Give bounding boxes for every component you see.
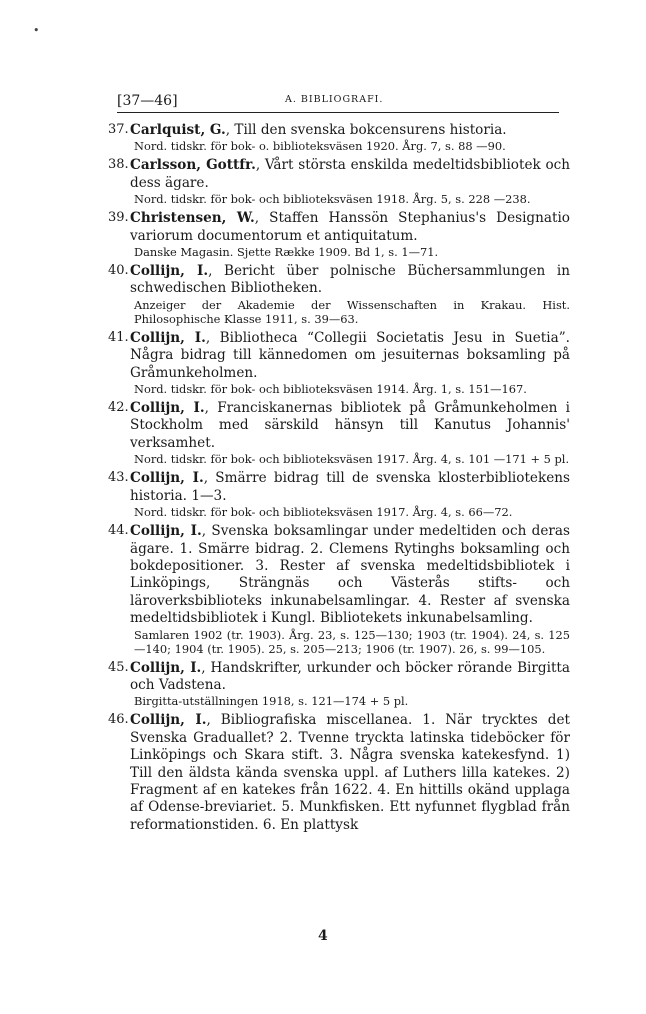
entry-author: Collijn, I. bbox=[130, 659, 202, 676]
entry-author: Carlsson, Gottfr. bbox=[130, 157, 256, 174]
entry-title-text: , Handskrifter, urkunder och böcker rörande Birgitta och Vadstena. bbox=[130, 659, 570, 693]
entry-number: 41. bbox=[108, 329, 129, 345]
bibliography-entry bbox=[108, 330, 570, 396]
entry-source: Birgitta-utställningen 1918, s. 121—174 + 5 pl. bbox=[134, 694, 409, 709]
entry-title bbox=[130, 330, 570, 382]
bibliography-entry bbox=[108, 157, 570, 206]
entry-title bbox=[130, 263, 570, 298]
entry-source: Nord. tidskr. för bok- och biblioteksväsen 1918. Årg. 5, s. 228 —238. bbox=[134, 192, 531, 207]
entry-title bbox=[130, 712, 570, 834]
entry-number: 39. bbox=[108, 210, 129, 226]
page-number: 4 bbox=[318, 928, 328, 944]
entry-source: Anzeiger der Akademie der Wissenschaften in Krakau. Hist. Philosophische Klasse 1911, s. 39—63. bbox=[134, 297, 570, 326]
entry-number: 37. bbox=[108, 122, 129, 137]
entry-author: Collijn, I. bbox=[130, 400, 205, 417]
bibliography-entry bbox=[108, 122, 570, 153]
entry-author: Collijn, I. bbox=[130, 712, 207, 729]
bibliography-entry bbox=[108, 470, 570, 519]
entry-source: Nord. tidskr. för bok- och biblioteksväsen 1914. Årg. 1, s. 151—167. bbox=[134, 382, 527, 397]
entry-number: 45. bbox=[108, 659, 129, 675]
bibliography-entry bbox=[108, 660, 570, 709]
entry-title bbox=[130, 210, 570, 245]
entry-source: Danske Magasin. Sjette Række 1909. Bd 1, s. 1—71. bbox=[134, 245, 439, 260]
bibliography-entry bbox=[108, 712, 570, 834]
bibliography-entry bbox=[108, 263, 570, 326]
entry-number: 46. bbox=[108, 712, 129, 728]
entry-author: Collijn, I. bbox=[130, 523, 202, 540]
entry-title-text: , Bericht über polnische Büchersammlungen in schwedischen Bibliotheken. bbox=[130, 263, 570, 297]
entry-title-text: , Smärre bidrag till de svenska klosterbibliotekens historia. 1—3. bbox=[130, 470, 570, 504]
entry-number: 38. bbox=[108, 157, 129, 173]
bibliography-entry bbox=[108, 523, 570, 655]
entry-source: Samlaren 1902 (tr. 1903). Årg. 23, s. 125—130; 1903 (tr. 1904). 24, s. 125—140; 1904 (tr. 1905). 25, s. 205—213; 1906 (tr. 1907). 26, s. 99—105. bbox=[134, 627, 570, 656]
entry-author: Collijn, I. bbox=[130, 329, 206, 346]
entry-number: 40. bbox=[108, 263, 129, 279]
entry-title-text: , Till den svenska bokcensurens historia. bbox=[225, 122, 507, 138]
entry-title bbox=[130, 157, 570, 192]
entry-author: Christensen, W. bbox=[130, 210, 255, 227]
entry-title bbox=[130, 400, 570, 452]
entry-source: Nord. tidskr. för bok- och biblioteksväsen 1917. Årg. 4, s. 101 —171 + 5 pl. bbox=[134, 452, 570, 467]
entry-title bbox=[130, 660, 570, 695]
entry-author: Collijn, I. bbox=[130, 470, 204, 487]
entry-title-text: , Vårt största enskilda medeltidsbibliotek och dess ägare. bbox=[130, 157, 571, 191]
entry-title-text: , Bibliotheca “Collegii Societatis Jesu in Suetia”. Några bidrag till kännedomen om jesuiternas boksamling på Gråmunkeholmen. bbox=[130, 329, 570, 381]
bibliography-entry bbox=[108, 210, 570, 259]
entry-title bbox=[130, 470, 570, 505]
entry-source: Nord. tidskr. för bok- och biblioteksväsen 1917. Årg. 4, s. 66—72. bbox=[134, 505, 513, 520]
margin-mark: • bbox=[33, 24, 40, 37]
running-header bbox=[117, 93, 559, 113]
entry-title bbox=[130, 523, 570, 627]
bibliography-list bbox=[108, 122, 570, 838]
entry-author: Collijn, I. bbox=[130, 263, 209, 280]
entry-author: Carlquist, G. bbox=[130, 122, 226, 138]
entry-title bbox=[130, 122, 570, 139]
entry-title-text: , Bibliografiska miscellanea. 1. När trycktes det Svenska Graduallet? 2. Tvenne tryckta latinska tideböcker för Linköpings och Skara stift. 3. Några svenska katekesfynd. 1) Till den äldsta kända svenska uppl. af Luthers lilla katekes. 2) Fragment af en katekes från 1622. 4. En hittills okänd upplaga af Odense-breviariet. 5. Munkfisken. Ett nyfunnet flygblad från reformationstiden. 6. En plattysk bbox=[130, 712, 570, 833]
bibliography-entry bbox=[108, 400, 570, 466]
entry-title-text: , Svenska boksamlingar under medeltiden och deras ägare. 1. Smärre bidrag. 2. Clemens Rytinghs boksamling och bokdepositioner. 3. Rester af svenska medeltidsbibliotek i Linköpings, Strängnäs och Västerås stifts- och läroverksbiblioteks inkunabelsamlingar. 4. Rester af svenska medeltidsbibliotek i Kungl. Bibliotekets inkunabelsamling. bbox=[130, 523, 570, 627]
header-section: A. BIBLIOGRAFI. bbox=[285, 94, 384, 105]
entry-number: 43. bbox=[108, 470, 129, 486]
header-range: [37—46] bbox=[117, 93, 178, 109]
entry-source: Nord. tidskr. för bok- o. biblioteksväsen 1920. Årg. 7, s. 88 —90. bbox=[134, 139, 506, 154]
entry-number: 42. bbox=[108, 400, 129, 416]
entry-title-text: , Franciskanernas bibliotek på Gråmunkeholmen i Stockholm med särskild hänsyn till Kanutus Johannis' verksamhet. bbox=[130, 400, 570, 451]
entry-title-text: , Staffen Hanssön Stephanius's Designatio variorum documentorum et antiquitatum. bbox=[130, 210, 570, 244]
entry-number: 44. bbox=[108, 523, 129, 539]
